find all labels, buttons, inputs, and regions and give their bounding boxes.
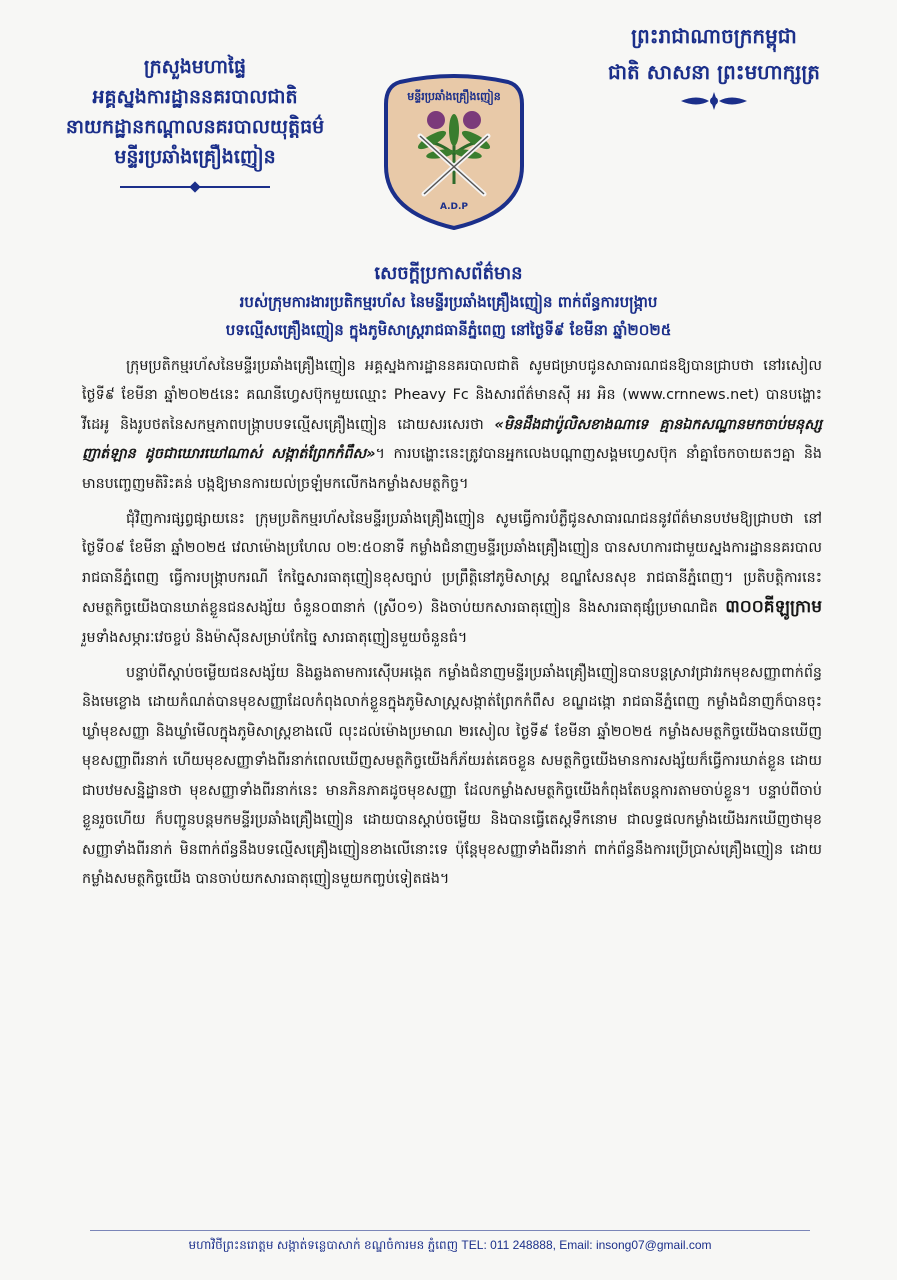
- central-department: នាយកដ្ឋានកណ្តាលនគរបាលយុត្តិធម៌: [65, 116, 325, 138]
- footer-contact: មហាវិថីព្រះនរោត្តម សង្កាត់ទន្លេបាសាក់ ខណ្ឌចំការមន ភ្នំពេញ TEL: 011 248888, Email: insong07@gmail.com: [188, 1238, 712, 1252]
- announcement-body: [82, 352, 822, 900]
- anti-drug-office: មន្ទីរប្រឆាំងគ្រឿងញៀន: [114, 146, 276, 168]
- footer-divider: [90, 1230, 810, 1231]
- kingdom-header: [569, 18, 859, 114]
- ministry-header: [50, 52, 340, 188]
- logo-arc-text: មន្ទីរប្រឆាំងគ្រឿងញៀន: [407, 90, 501, 103]
- paragraph-2-tail: រួមទាំងសម្ភារៈវេចខ្ចប់ និងម៉ាស៊ីនសម្រាប់កែច្នៃ សារធាតុញៀនមួយចំនួនធំ។: [82, 629, 468, 646]
- title-line-2: របស់ក្រុមការងារប្រតិកម្មរហ័ស នៃមន្ទីរប្រឆាំងគ្រឿងញៀន ពាក់ព័ន្ធការបង្ក្រាប: [239, 293, 658, 311]
- paragraph-1-tail: ។ ការបង្ហោះនេះត្រូវបានអ្នកលេងបណ្តាញសង្គមហ្វេសប៊ុក នាំគ្នាចែកចាយតៗគ្នា និងមានបញ្ចេញមតិរិះគន់ បង្កឱ្យមានការយល់ច្រឡំមកលើកងកម្លាំងសមត្ថកិច្ច។: [82, 446, 822, 492]
- paragraph-3: បន្ទាប់ពីស្តាប់ចម្លើយជនសង្ស័យ និងឆ្លងតាមការស៊ើបអង្កេត កម្លាំងជំនាញមន្ទីរប្រឆាំងគ្រឿងញៀនបានបន្តស្រាវជ្រាវរកមុខសញ្ញាពាក់ព័ន្ធ និងមេខ្លោង ដោយកំណត់បានមុខសញ្ញាដែលកំពុងលាក់ខ្លួនក្នុងភូមិសាស្ត្រសង្កាត់ព្រែកកំពឹស ខណ្ឌដង្កោ រាជធានីភ្នំពេញ កម្លាំងជំនាញក៏បានចុះឃ្លាំមុខសញ្ញា និងឃ្លាំមើលក្នុងភូមិសាស្ត្រខាងលើ លុះដល់ម៉ោងប្រមាណ ២រសៀល ថ្ងៃទី៩ ខែមីនា ឆ្នាំ២០២៥ កម្លាំងសមត្ថកិច្ចយើងបានឃើញមុខសញ្ញាពីរនាក់ ហើយមុខសញ្ញាទាំងពីរនាក់ពេលឃើញសមត្ថកិច្ចយើងក៏ភ័យរត់គេចខ្លួន សមត្ថកិច្ចយើងមានការសង្ស័យក៏ធ្វើការឃាត់ខ្លួន ដោយជាបឋមសន្និដ្ឋានថា មុខសញ្ញាទាំងពីរនាក់នេះ មានភិនភាគដូចមុខសញ្ញា ដែលកម្លាំងសមត្ថកិច្ចយើងកំពុងតែបន្តការតាមចាប់ខ្លួន។ បន្ទាប់ពីចាប់ខ្លួនរួចហើយ ក៏បញ្ជូនបន្តមកមន្ទីរប្រឆាំងគ្រឿងញៀន ដោយបានស្តាប់ចម្លើយ និងបានធ្វើតេស្តទឹកនោម ជាលទ្ធផលកម្លាំងយើងរកឃើញថាមុខសញ្ញាទាំងពីរនាក់ មិនពាក់ព័ន្ធនឹងបទល្មើសគ្រឿងញៀនខាងលើនោះទេ ប៉ុន្តែមុខសញ្ញាទាំងពីរនាក់ ពាក់ព័ន្ធនឹងការប្រើប្រាស់គ្រឿងញៀន ដោយកម្លាំងសមត្ថកិច្ចយើង បានចាប់យកសារធាតុញៀនមួយកញ្ចប់ទៀតផង។: [82, 665, 822, 887]
- header-divider: [120, 186, 270, 188]
- title-line-3: បទល្មើសគ្រឿងញៀន ក្នុងភូមិសាស្ត្ររាជធានីភ្នំពេញ នៅថ្ងៃទី៩ ខែមីនា ឆ្នាំ២០២៥: [225, 321, 672, 339]
- quoted-post: «មិនដឹងជាប៉ូលិសខាងណាទេ គ្មានឯកសណ្ឋានមកចាប់មនុស្សញាត់ឡាន ដូចជាឃោរឃៅណាស់ សង្កាត់ព្រែកកំពឹស»: [82, 416, 822, 463]
- paragraph-1-text: ក្រុមប្រតិកម្មរហ័សនៃមន្ទីរប្រឆាំងគ្រឿងញៀន អគ្គស្នងការដ្ឋាននគរបាលជាតិ សូមជម្រាបជូនសាធារណជនឱ្យបានជ្រាបថា នៅរសៀលថ្ងៃទី៩ ខែមីនា ឆ្នាំ២០២៥នេះ គណនីហ្វេសប៊ុកមួយឈ្មោះ Pheavy Fc និងសារព័ត៌មានស៊ី អរ អិន (www.crnnews.net) បានបង្ហោះវីដេអូ និងរូបថតនៃសកម្មភាពបង្ក្រាបបទល្មើសគ្រឿងញៀន ដោយសរសេរថា: [82, 358, 822, 433]
- general-commissariat: អគ្គស្នងការដ្ឋាននគរបាលជាតិ: [92, 86, 298, 108]
- seized-amount: ៣០០គីឡូក្រាម: [725, 597, 822, 618]
- logo-code: A.D.P: [439, 202, 469, 212]
- paragraph-1: [82, 352, 822, 499]
- kingdom-name: ព្រះរាជាណាចក្រកម្ពុជា: [631, 24, 797, 48]
- national-motto: ជាតិ សាសនា ព្រះមហាក្សត្រ: [608, 60, 820, 84]
- ministry-name: ក្រសួងមហាផ្ទៃ: [143, 56, 247, 78]
- announcement-title: [40, 260, 857, 344]
- title-line-1: សេចក្តីប្រកាសព័ត៌មាន: [374, 263, 523, 284]
- paragraph-2: [82, 505, 822, 653]
- paragraph-2-text: ជុំវិញការផ្សព្វផ្សាយនេះ ក្រុមប្រតិកម្មរហ័សនៃមន្ទីរប្រឆាំងគ្រឿងញៀន សូមធ្វើការបំភ្លឺជូនសាធារណជននូវព័ត៌មានបឋមឱ្យជ្រាបថា នៅថ្ងៃទី០៩ ខែមីនា ឆ្នាំ២០២៥ វេលាម៉ោងប្រហែល ០២:៥០នាទី កម្លាំងជំនាញមន្ទីរប្រឆាំងគ្រឿងញៀន បានសហការជាមួយស្នងការដ្ឋាននគរបាលរាជធានីភ្នំពេញ ធ្វើការបង្ក្រាបករណី កែច្នៃសារធាតុញៀនខុសច្បាប់ ប្រព្រឹត្តិនៅភូមិសាស្ត្រ ខណ្ឌសែនសុខ រាជធានីភ្នំពេញ។ ប្រតិបត្តិការនេះសមត្ថកិច្ចយើងបានឃាត់ខ្លួនជនសង្ស័យ ចំនួន០៣នាក់ (ស្រី០១) និងចាប់យកសារធាតុញៀន និងសារធាតុផ្សំប្រមាណជិត: [82, 511, 822, 617]
- department-logo: [380, 74, 528, 232]
- ornament-icon: [679, 92, 749, 110]
